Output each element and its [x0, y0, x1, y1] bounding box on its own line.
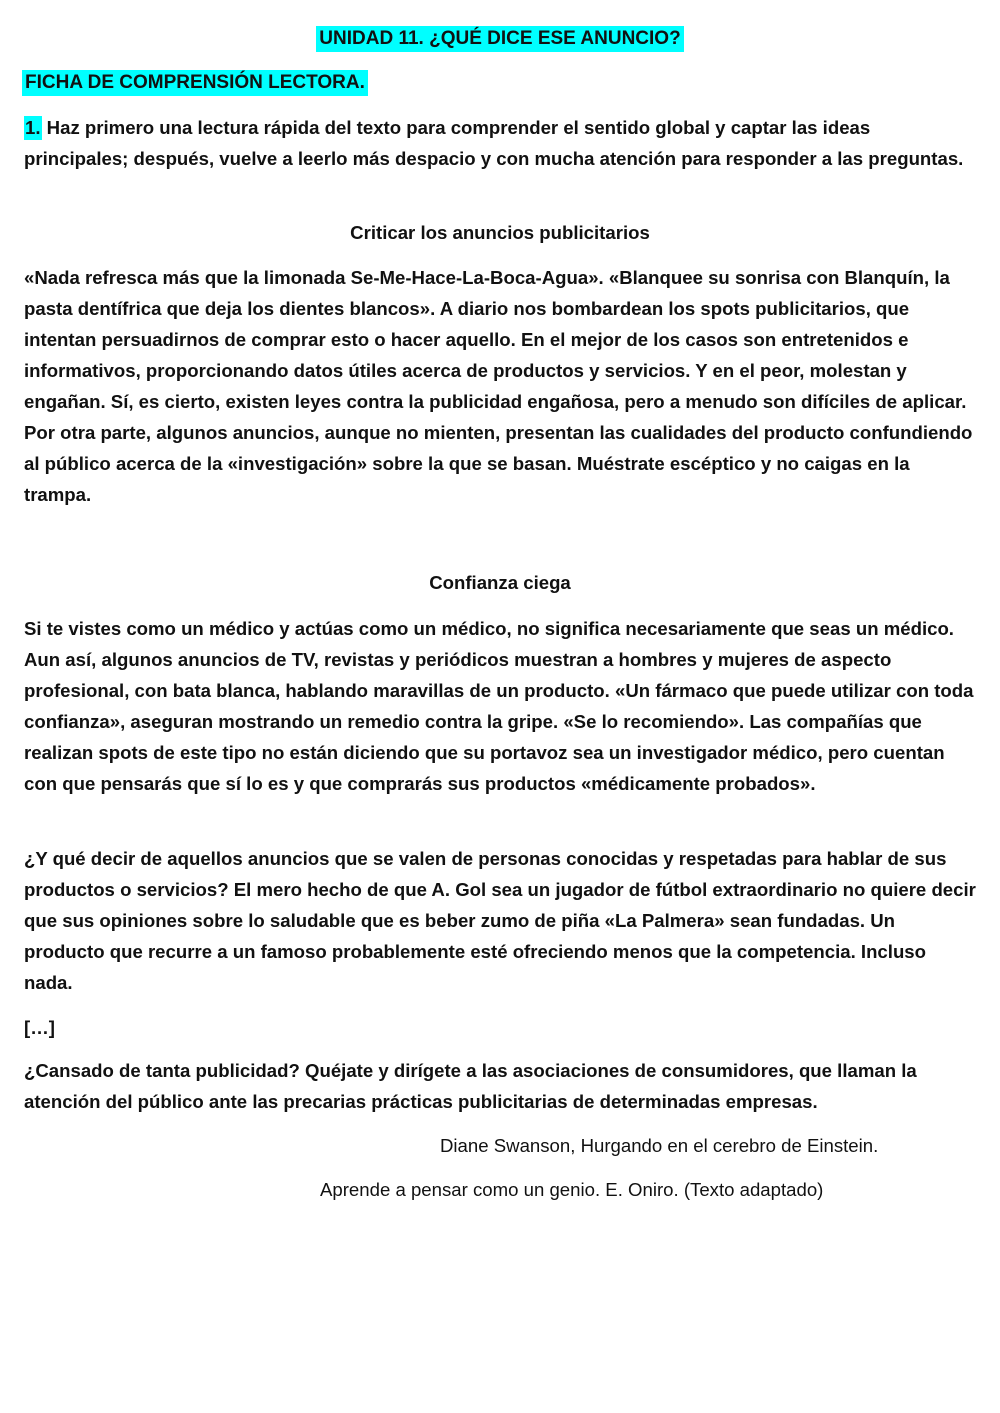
unit-title: [0, 26, 1000, 52]
section1-heading: Criticar los anuncios publicitarios: [350, 222, 650, 243]
section1-paragraph: «Nada refresca más que la limonada Se-Me-Hace-La-Boca-Agua». «Blanquee su sonrisa con Blanquín, la pasta dentífrica que deja los dientes blancos». A diario nos bombardean los spots publicitarios, que intentan persuadirnos de comprar esto o hacer aquello. En el mejor de los casos son entretenidos e informativos, proporcionando datos útiles acerca de productos y servicios. Y en el peor, molestan y engañan. Sí, es cierto, existen leyes contra la publicidad engañosa, pero a menudo son difíciles de aplicar. Por otra parte, algunos anuncios, aunque no mienten, presentan las cualidades del producto confundiendo al público acerca de la «investigación» sobre la que se basan. Muéstrate escéptico y no caigas en la trampa.: [24, 267, 973, 505]
section2-paragraph-2: ¿Y qué decir de aquellos anuncios que se valen de personas conocidas y respetadas para hablar de sus productos o servicios? El mero hecho de que A. Gol sea un jugador de fútbol extraordinario no quiere decir que sus opiniones sobre lo saludable que es beber zumo de piña «La Palmera» sean fundadas. Un producto que recurre a un famoso probablemente esté ofreciendo menos que la competencia. Incluso nada.: [24, 848, 976, 993]
instruction-number: 1.: [25, 117, 41, 138]
sheet-title-text: FICHA DE COMPRENSIÓN LECTORA.: [22, 70, 368, 96]
sheet-title: [22, 70, 368, 96]
section2-heading: Confianza ciega: [429, 572, 571, 593]
instruction-paragraph: [24, 112, 976, 174]
credit-line-2: Aprende a pensar como un genio. E. Oniro. (Texto adaptado): [320, 1179, 824, 1200]
unit-title-text: UNIDAD 11. ¿QUÉ DICE ESE ANUNCIO?: [316, 26, 683, 52]
section2-paragraph-3: ¿Cansado de tanta publicidad? Quéjate y dirígete a las asociaciones de consumidores, que llaman la atención del público ante las precarias prácticas publicitarias de determinadas empresas.: [24, 1060, 917, 1112]
section2-paragraph-1: Si te vistes como un médico y actúas como un médico, no significa necesariamente que seas un médico. Aun así, algunos anuncios de TV, revistas y periódicos muestran a hombres y mujeres de aspecto profesional, con bata blanca, hablando maravillas de un producto. «Un fármaco que puede utilizar con toda confianza», aseguran mostrando un remedio contra la gripe. «Se lo recomiendo». Las compañías que realizan spots de este tipo no están diciendo que su portavoz sea un investigador médico, pero cuentan con que pensarás que sí lo es y que comprarás sus productos «médicamente probados».: [24, 618, 974, 794]
ellipsis-marker: […]: [24, 1017, 55, 1038]
credit-line-1: Diane Swanson, Hurgando en el cerebro de Einstein.: [440, 1135, 879, 1156]
instruction-text: Haz primero una lectura rápida del texto para comprender el sentido global y captar las ideas principales; después, vuelve a leerlo más despacio y con mucha atención para responder a las preguntas.: [24, 117, 964, 169]
